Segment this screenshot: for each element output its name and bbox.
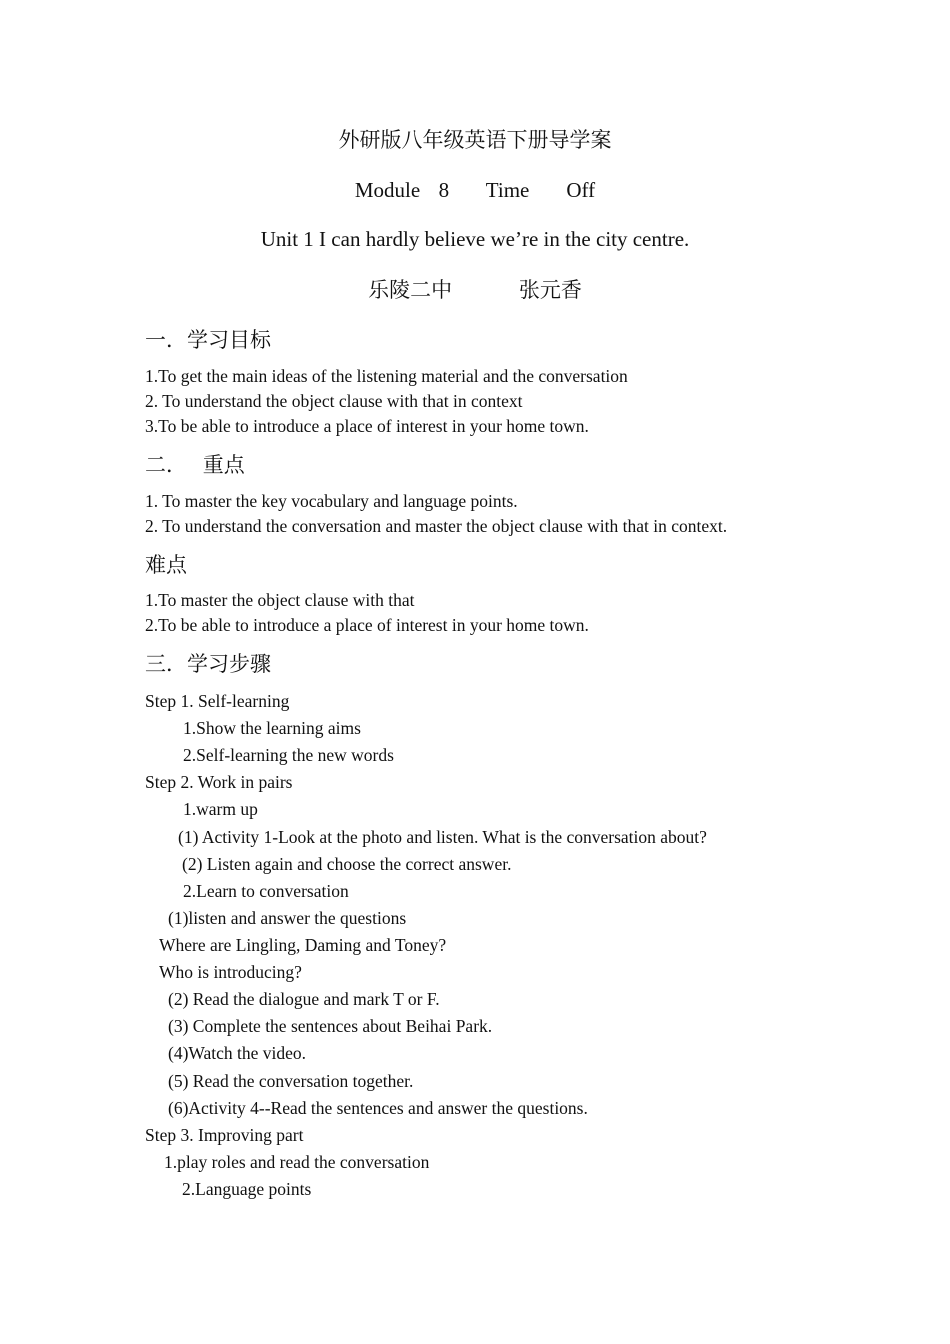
module-title: Module 8 Time Off [354,178,596,202]
step-heading: Step 2. Work in pairs [145,772,293,792]
step-line: 1.warm up [183,799,258,819]
step-line: Who is introducing? [159,962,302,982]
difficult-point-item: 1.To master the object clause with that [145,590,415,610]
step-line: 1.Show the learning aims [183,718,361,738]
step-heading: Step 3. Improving part [145,1125,304,1145]
key-point-item: 2. To understand the conversation and master the object clause with that in context. [145,516,728,536]
step-heading: Step 1. Self-learning [145,691,290,711]
section-heading-key-points: 二． 重点 [145,453,245,477]
step-line: (2) Read the dialogue and mark T or F. [168,989,440,1009]
step-line: (3) Complete the sentences about Beihai Park. [168,1016,493,1036]
step-line: Where are Lingling, Daming and Toney? [159,935,447,955]
step-line: (1)listen and answer the questions [168,908,407,928]
aim-item: 1.To get the main ideas of the listening material and the conversation [145,366,628,386]
difficult-point-item: 2.To be able to introduce a place of interest in your home town. [145,615,589,635]
section-heading-steps: 三．学习步骤 [145,652,271,676]
school-author: 乐陵二中 张元香 [368,278,582,302]
unit-title: Unit 1 I can hardly believe we’re in the city centre. [260,227,690,251]
aim-item: 3.To be able to introduce a place of interest in your home town. [145,416,589,436]
step-line: (2) Listen again and choose the correct answer. [182,854,512,874]
document-title: 外研版八年级英语下册导学案 [338,128,612,152]
step-line: 2.Self-learning the new words [183,745,394,765]
step-line: (5) Read the conversation together. [168,1071,414,1091]
step-line: (1) Activity 1-Look at the photo and listen. What is the conversation about? [178,827,707,847]
key-point-item: 1. To master the key vocabulary and language points. [145,491,518,511]
step-line: (6)Activity 4--Read the sentences and answer the questions. [168,1098,588,1118]
step-line: 2.Language points [182,1179,312,1199]
section-heading-aims: 一．学习目标 [145,328,271,352]
step-line: 2.Learn to conversation [183,881,349,901]
step-line: (4)Watch the video. [168,1043,307,1063]
step-line: 1.play roles and read the conversation [164,1152,430,1172]
aim-item: 2. To understand the object clause with that in context [145,391,523,411]
section-heading-difficult-points: 难点 [145,553,187,577]
